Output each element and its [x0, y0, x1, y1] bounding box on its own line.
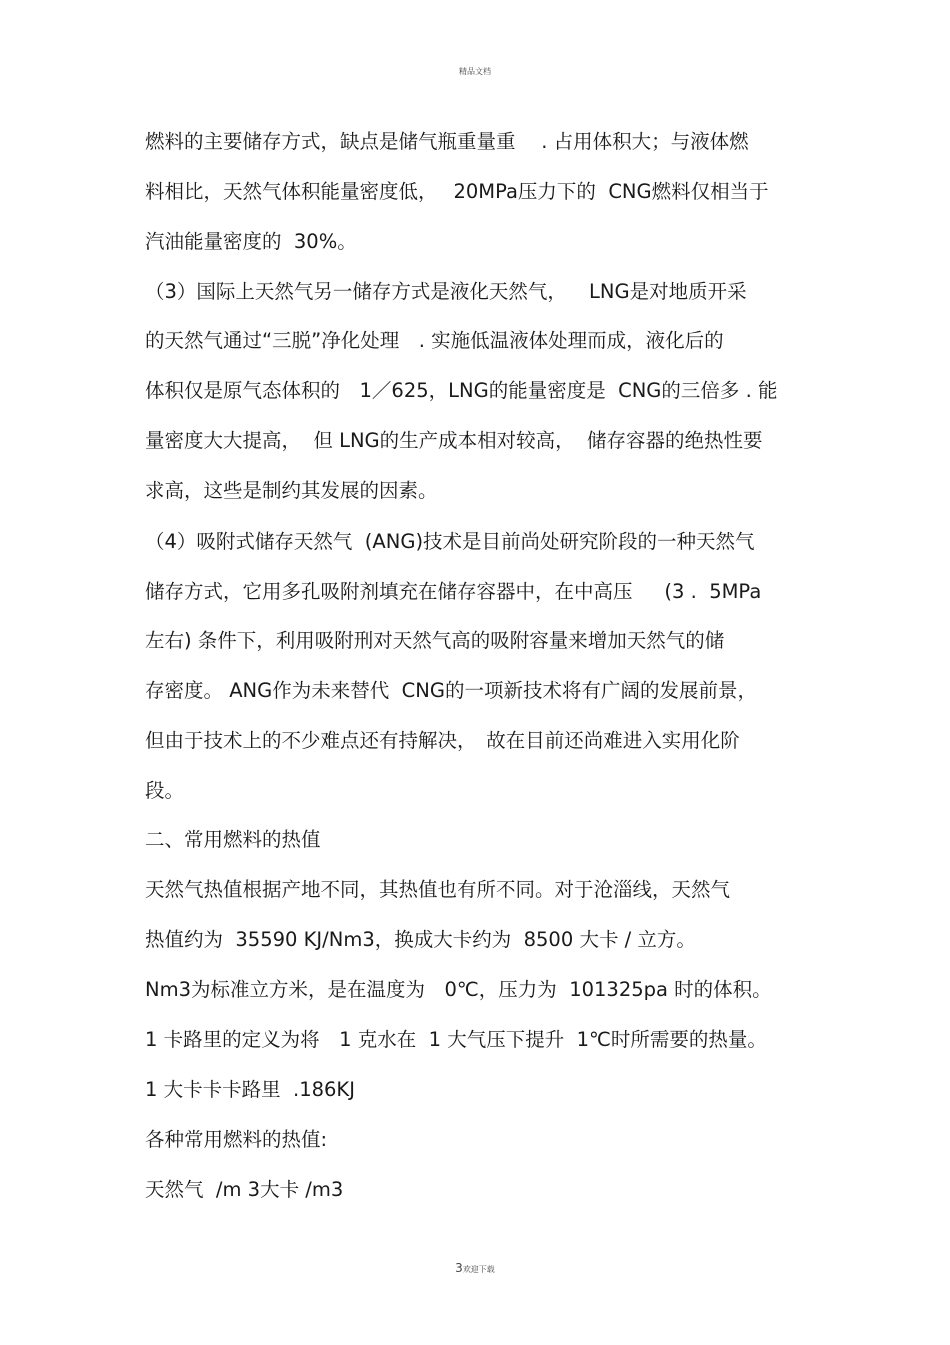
page-header: 精品文档: [459, 67, 491, 76]
page-number: 3: [455, 1261, 463, 1275]
text-line: 热值约为 35590 KJ/Nm3，换成大卡约为 8500 大卡 / 立方。: [145, 928, 696, 951]
text-line: （3）国际上天然气另一储存方式是液化天然气， LNG是对地质开采: [145, 280, 747, 303]
text-line: 1 大卡卡卡路里 .186KJ: [145, 1078, 355, 1101]
text-line: 量密度大大提高， 但 LNG的生产成本相对较高， 储存容器的绝热性要: [145, 429, 763, 452]
text-line: 天然气 /m 3大卡 /m3: [145, 1178, 344, 1201]
text-line: 燃料的主要储存方式，缺点是储气瓶重量重 . 占用体积大；与液体燃: [145, 130, 749, 153]
text-line: Nm3为标准立方米，是在温度为 0℃，压力为 101325pa 时的体积。: [145, 978, 772, 1001]
section-heading: 二、常用燃料的热值: [145, 828, 321, 851]
text-line: 天然气热值根据产地不同，其热值也有所不同。对于沧淄线，天然气: [145, 878, 731, 901]
text-line: 汽油能量密度的 30%。: [145, 230, 357, 253]
text-line: 体积仅是原气态体积的 1／625，LNG的能量密度是 CNG的三倍多 . 能: [145, 379, 778, 402]
text-line: 料相比，天然气体积能量密度低， 20MPa压力下的 CNG燃料仅相当于: [145, 180, 769, 203]
text-line: 求高，这些是制约其发展的因素。: [145, 479, 438, 502]
text-line: 存密度。 ANG作为未来替代 CNG的一项新技术将有广阔的发展前景，: [145, 679, 757, 702]
text-line: 的天然气通过“三脱”净化处理 . 实施低温液体处理而成，液化后的: [145, 329, 724, 352]
text-line: （4）吸附式储存天然气 (ANG)技术是目前尚处研究阶段的一种天然气: [145, 530, 755, 553]
text-line: 各种常用燃料的热值:: [145, 1128, 328, 1151]
text-line: 储存方式，它用多孔吸附剂填充在储存容器中，在中高压 (3 . 5MPa: [145, 580, 762, 603]
text-line: 左右) 条件下，利用吸附刑对天然气高的吸附容量来增加天然气的储: [145, 629, 725, 652]
footer-text: 欢迎下载: [462, 1265, 495, 1274]
text-line: 段。: [145, 779, 185, 802]
page-footer: [0, 1261, 950, 1275]
text-line: 但由于技术上的不少难点还有持解决， 故在目前还尚难进入实用化阶: [145, 729, 740, 752]
text-line: 1 卡路里的定义为将 1 克水在 1 大气压下提升 1℃时所需要的热量。: [145, 1028, 767, 1051]
